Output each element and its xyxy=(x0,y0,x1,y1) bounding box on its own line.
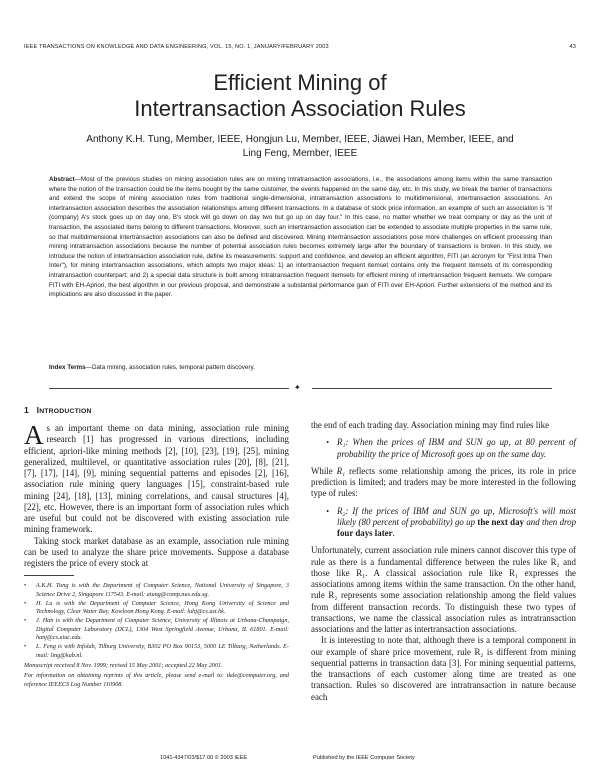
intro-paragraph-1 xyxy=(24,420,289,536)
index-terms xyxy=(49,363,552,372)
section-heading-initial: I xyxy=(36,405,40,415)
intro-paragraph-1-text: s an important theme on data mining, association rule mining research [1] has progressed in various directions, including efficient, apriori-like mining methods [2], [10], [23], [19], [25], mining generalized, multilevel, or quantitative association rules [20], [8], [21], [7], [17], [14], [9], mining sequential patterns and episodes [2], [16], association rule mining query languages [15], constraint-based rule mining [24], [18], [13], mining correlations, and causal structures [4], [22], etc. However, there is an important form of association rules which are useful but could not be discovered with existing association rule mining framework. xyxy=(24,423,289,535)
footnote-item xyxy=(24,582,289,599)
footnote-rule xyxy=(24,575,74,576)
right-paragraph-2 xyxy=(311,466,576,500)
journal-header: IEEE TRANSACTIONS ON KNOWLEDGE AND DATA ENGINEERING, VOL. 15, NO. 1, JANUARY/FEBRUARY 2003 xyxy=(24,44,329,50)
section-heading xyxy=(24,405,289,415)
right-paragraph-3: Unfortunately, current association rule miners cannot discover this type of rule as there is a fundamental difference between the rules like R₂ and those like R₁. A classical association rule like R₁ expresses the associations among items within the same transaction. On the other hand, rule R₂ represents some association relationship among the field values from different transaction records. To distinguish these two types of transactions, we name the classical association rules as intratransaction associations and the latter as intertransaction associations. xyxy=(311,545,576,634)
footnote-text: H. Lu is with the Department of Computer Science, Hong Kong University of Science and Technology, Clear Water Bay, Kowloon Hong Kong. E-mail: luhj@cs.ust.hk. xyxy=(36,599,289,616)
bullet-icon: • xyxy=(24,582,27,590)
rule-example-r2 xyxy=(311,506,576,540)
rule-r1-symbol: R₁ xyxy=(337,437,346,448)
intro-paragraph-2: Taking stock market database as an example, association rule mining can be used to analyze the share price movements. Suppose a database registers the price of every stock at xyxy=(24,535,289,568)
footnote-text: J. Han is with the Department of Computer Science, University of Illinois at Urbana-Champaign, Digital Computer Laboratory (DCL), 1304 West Springfield Avenue, Urbana, IL 61801. E-mail: hanj@cs.uiuc.edu. xyxy=(36,617,289,642)
footnote-item xyxy=(24,600,289,617)
p2-text-a: While xyxy=(311,465,337,476)
divider-rule-right xyxy=(312,388,552,389)
abstract-label: Abstract xyxy=(49,176,75,183)
bullet-icon: • xyxy=(326,506,329,516)
footnote-item xyxy=(24,643,289,660)
bullet-icon: • xyxy=(326,438,329,448)
reprints-info: For information on obtaining reprints of this article, please send e-mail to: tkde@computer.org, and reference IEEECS Log Number 110908. xyxy=(24,672,289,688)
index-terms-label: Index Terms xyxy=(49,364,86,371)
bullet-icon: • xyxy=(24,617,27,625)
footnote-text: A.K.H. Tung is with the Department of Computer Science, National University of Singapore, 3 Science Drive 2, Singapore 117543. E-mail: atung@comp.nus.edu.sg. xyxy=(36,582,289,598)
author-footnotes xyxy=(24,582,289,660)
rule-r2-symbol: R₂ xyxy=(337,505,346,516)
divider-ornament-icon: ✦ xyxy=(294,383,301,392)
paper-title xyxy=(0,70,600,122)
copyright-line: 1041-4347/03/$17.00 © 2003 IEEE xyxy=(160,755,248,761)
rule-r2-bold-1: the next day xyxy=(477,516,524,527)
rule-r1-text xyxy=(337,437,576,460)
drop-cap: A xyxy=(24,420,44,450)
abstract xyxy=(49,175,552,300)
rule-example-r1 xyxy=(311,437,576,460)
rule-r2-mid: and then drop xyxy=(526,516,577,527)
right-paragraph-4: It is interesting to note that, although there is a temporal component in our example of share price movement, rule R₂ is different from mining sequential patterns in transaction data [3]. For mining sequential patterns, the transactions of each customer along time are treated as one transaction. Rules so discovered are intratransaction in nature because each xyxy=(311,635,576,702)
left-column xyxy=(24,405,289,689)
rule-r2-bold-2: four days later xyxy=(337,528,393,538)
title-line-2: Intertransaction Association Rules xyxy=(134,96,466,121)
section-divider xyxy=(49,384,552,392)
authors-line-2: Ling Feng, Member, IEEE xyxy=(242,148,358,159)
publisher-line: Published by the IEEE Computer Society xyxy=(313,755,415,761)
authors-line-1: Anthony K.H. Tung, Member, IEEE, Hongjun Lu, Member, IEEE, Jiawei Han, Member, IEEE, and xyxy=(86,134,514,145)
running-head xyxy=(24,44,576,50)
rule-r2-body: : If the prices of IBM and SUN go up, Microsoft's will most likely (80 percent of probability) go up xyxy=(337,505,576,527)
page-number: 43 xyxy=(569,44,576,50)
section-heading-rest: NTRODUCTION xyxy=(39,408,92,415)
rule-r2-text: R₂: If the prices of IBM and SUN go up, Microsoft's will most likely (80 percent of probability) go up the next day and then drop four days later. xyxy=(337,505,577,538)
authors xyxy=(20,133,580,161)
bullet-icon: • xyxy=(24,599,27,607)
p2-text-b: reflects some relationship among the prices, its role in price prediction is limited; and traders may be more interested in the following type of rules: xyxy=(311,465,576,499)
footnote-item xyxy=(24,617,289,642)
title-line-1: Efficient Mining of xyxy=(213,70,387,95)
index-terms-text: —Data mining, association rules, temporal pattern discovery. xyxy=(85,364,255,371)
rule-r1-body: : When the prices of IBM and SUN go up, at 80 percent of probability the price of Microsoft goes up on the same day. xyxy=(337,437,576,459)
manuscript-history: Manuscript received 8 Nov. 1999; revised 15 May 2001; accepted 22 May 2001. xyxy=(24,661,223,669)
divider-rule-left xyxy=(49,388,289,389)
section-number: 1 xyxy=(24,405,29,415)
p2-symbol: R₁ xyxy=(336,465,346,476)
bullet-icon: • xyxy=(24,643,27,651)
right-column xyxy=(311,420,576,703)
right-paragraph-1: the end of each trading day. Association mining may find rules like xyxy=(311,420,550,430)
abstract-text: —Most of the previous studies on mining association rules are on mining intratransaction associations, i.e., the associations among items within the same transaction where the notion of the transaction could be the items bought by the same customer, the events happened on the same day, etc. In this study, we break the barrier of transactions and extend the scope of mining association rules from traditional single-dimensional, intratransaction associations to multidimensional, intertransaction associations. An intertransaction association describes the association relationships among different transactions. In a database of stock price information, an example of such an association is "if (company) A's stock goes up on day one, B's stock will go down on day two but go up on day four." In this case, no matter whether we treat company or day as the unit of transaction, the associated items belong to different transactions. Moreover, such an intertransaction association can be extended to associate multiple properties in the same rule, so that multidimensional intertransaction associations can also be defined and discovered. Mining intertransaction associations pose more challenges on efficient processing than mining intratransaction associations because the number of potential association rules becomes extremely large after the boundary of transactions is broken. In this study, we introduce the notion of intertransaction association rule, define its measurements: support and confidence, and develop an efficient algorithm, FITI (an acronym for "First Intra Then Inter"), for mining intertransaction associations, which adopts two major ideas: 1) an intertransaction frequent itemset contains only the frequent itemsets of its corresponding intratransaction counterpart; and 2) a special data structure is built among intratransaction frequent itemsets for efficient mining of intertransaction frequent itemsets. We compare FITI with EH-Apriori, the best algorithm in our previous proposal, and demonstrate a substantial performance gain of FITI over EH-Apriori. Further extensions of the method and its implications are also discussed in the paper. xyxy=(49,176,552,299)
footnote-text: L. Feng is with Infolab, Tilburg University, B302 PO Box 90153, 5000 LE Tilburg, Netherlands. E-mail: ling@kub.nl. xyxy=(36,643,289,659)
